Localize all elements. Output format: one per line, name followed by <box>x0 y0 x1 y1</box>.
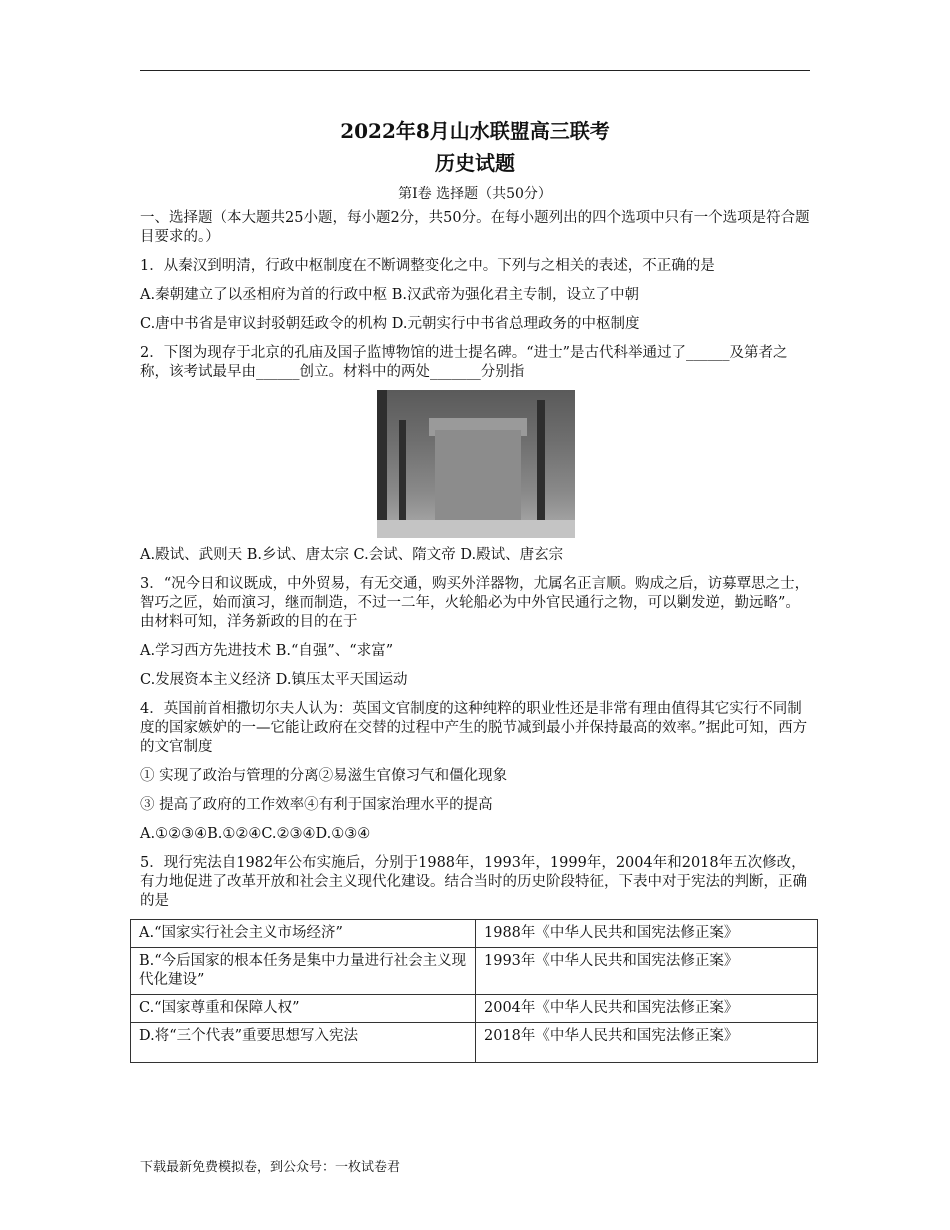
question-4-item-12: ① 实现了政治与管理的分离②易滋生官僚习气和僵化现象 <box>140 768 508 784</box>
question-1-options-ab: A.秦朝建立了以丞相府为首的行政中枢 B.汉武帝为强化君主专制，设立了中朝 <box>140 287 639 303</box>
table-row <box>131 920 818 948</box>
stele-body <box>435 430 521 530</box>
question-3-options-cd: C.发展资本主义经济 D.镇压太平天国运动 <box>140 672 408 688</box>
table-row <box>131 948 818 995</box>
tree-trunk-left <box>377 390 387 538</box>
question-4-item-34: ③ 提高了政府的工作效率④有利于国家治理水平的提高 <box>140 797 493 813</box>
tree-trunk-left-2 <box>399 420 406 520</box>
ground <box>377 520 575 538</box>
table-cell-amendment: 2004年《中华人民共和国宪法修正案》 <box>476 995 818 1023</box>
table-row <box>131 1023 818 1063</box>
table-cell-option: D.将“三个代表”重要思想写入宪法 <box>131 1023 476 1063</box>
part-title: 第Ⅰ卷 选择题（共50分） <box>398 186 552 202</box>
question-1-stem: 1．从秦汉到明清，行政中枢制度在不断调整变化之中。下列与之相关的表述，不正确的是 <box>140 258 715 274</box>
exam-body <box>140 209 812 1063</box>
question-1-options-cd: C.唐中书省是审议封驳朝廷政令的机构 D.元朝实行中书省总理政务的中枢制度 <box>140 316 640 332</box>
table-cell-amendment: 1993年《中华人民共和国宪法修正案》 <box>476 948 818 995</box>
table-cell-option: A.“国家实行社会主义市场经济” <box>131 920 476 948</box>
question-4-stem: 4．英国前首相撒切尔夫人认为：英国文官制度的这种纯粹的职业性还是非常有理由值得其它实行不同制度的国家嫉妒的一—它能让政府在交替的过程中产生的脱节减到最小并保持最高的效率。”据此可知，西方的文官制度 <box>140 701 808 755</box>
table-row <box>131 995 818 1023</box>
question-3-stem: 3．“况今日和议既成，中外贸易，有无交通，购买外洋器物，尤属名正言顺。购成之后，访募覃思之士，智巧之匠，始而演习，继而制造，不过一二年，火轮船必为中外官民通行之物，可以剿发逆，勤远略”。由材料可知，洋务新政的目的在于 <box>140 576 810 630</box>
footer-note: 下载最新免费模拟卷，到公众号：一枚试卷君 <box>140 1160 401 1175</box>
table-cell-option: C.“国家尊重和保障人权” <box>131 995 476 1023</box>
tree-trunk-right <box>537 400 545 520</box>
table-cell-option: B.“今后国家的根本任务是集中力量进行社会主义现代化建设” <box>131 948 476 995</box>
stele-photo <box>377 390 575 538</box>
question-2-stem: 2．下图为现存于北京的孔庙及国子监博物馆的进士提名碑。“进士”是古代科举通过了______及第者之称，该考试最早由______创立。材料中的两处_______分别指 <box>140 345 788 380</box>
table-cell-amendment: 1988年《中华人民共和国宪法修正案》 <box>476 920 818 948</box>
question-3-options-ab: A.学习西方先进技术 B.“自强”、“求富” <box>140 643 394 659</box>
section-instruction: 一、选择题（本大题共25小题，每小题2分，共50分。在每小题列出的四个选项中只有一个选项是符合题目要求的。） <box>140 210 810 245</box>
question-5-stem: 5．现行宪法自1982年公布实施后，分别于1988年，1993年，1999年，2004年和2018年五次修改，有力地促进了改革开放和社会主义现代化建设。结合当时的历史阶段特征，下表中对于宪法的判断，正确的是 <box>140 855 807 909</box>
question-5-table <box>130 919 818 1063</box>
header-rule <box>140 70 810 71</box>
subject-title: 历史试题 <box>435 151 515 175</box>
exam-title: 2022年8月山水联盟高三联考 <box>340 119 610 143</box>
question-2-options: A.殿试、武则天 B.乡试、唐太宗 C.会试、隋文帝 D.殿试、唐玄宗 <box>140 547 564 563</box>
table-cell-amendment: 2018年《中华人民共和国宪法修正案》 <box>476 1023 818 1063</box>
question-4-options: A.①②③④B.①②④C.②③④D.①③④ <box>140 826 371 842</box>
